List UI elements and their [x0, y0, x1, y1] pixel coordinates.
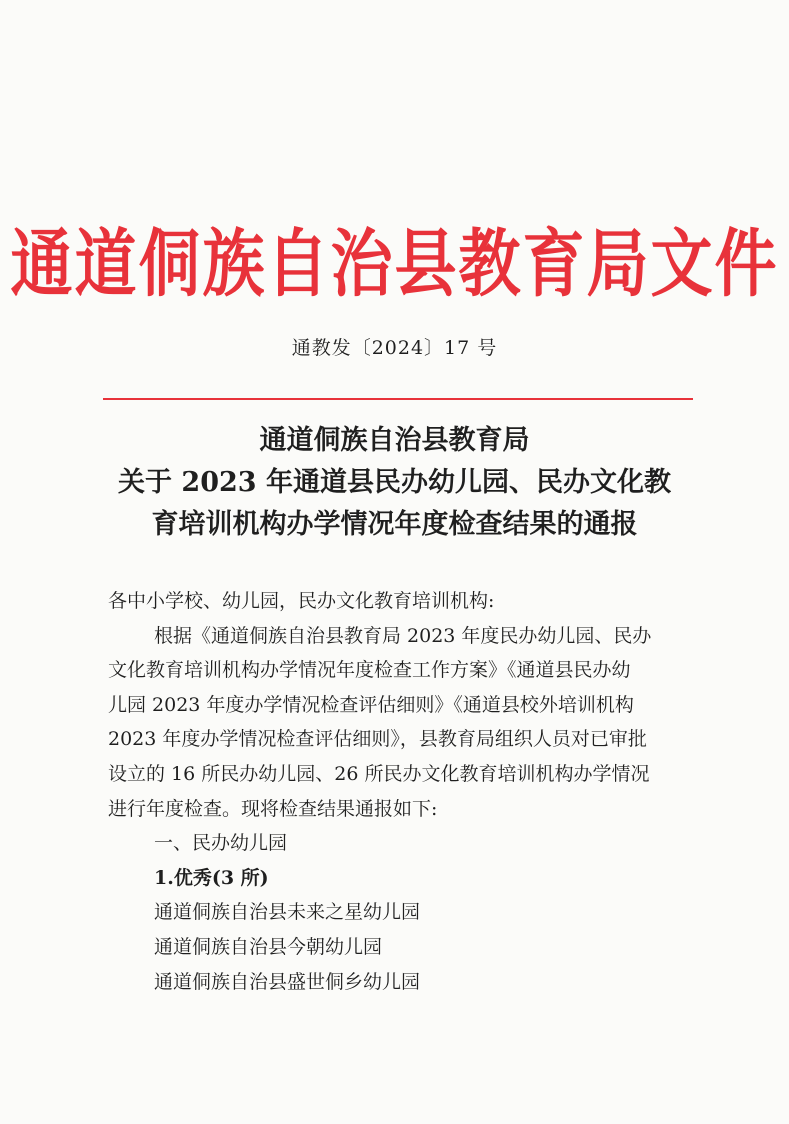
section-heading: 一、民办幼儿园 — [154, 832, 288, 855]
paragraph-line: 儿园 2023 年度办学情况检查评估细则》《通道县校外培训机构 — [108, 693, 634, 716]
report-title — [0, 420, 789, 546]
paragraph-line: 进行年度检查。现将检查结果通报如下: — [108, 797, 438, 820]
issuer-banner: 通道侗族自治县教育局文件 — [10, 220, 779, 307]
list-item: 通道侗族自治县盛世侗乡幼儿园 — [154, 970, 421, 993]
list-item: 通道侗族自治县今朝幼儿园 — [154, 935, 383, 958]
salutation: 各中小学校、幼儿园，民办文化教育培训机构: — [108, 590, 495, 612]
report-title-line: 育培训机构办学情况年度检查结果的通报 — [151, 509, 638, 540]
paragraph-line: 根据《通道侗族自治县教育局 2023 年度民办幼儿园、民办 — [154, 624, 652, 647]
list-item: 通道侗族自治县未来之星幼儿园 — [154, 901, 421, 924]
report-title-line: 关于 2023 年通道县民办幼儿园、民办文化教 — [118, 467, 671, 498]
report-title-line: 通道侗族自治县教育局 — [259, 425, 530, 456]
red-separator-line — [103, 398, 693, 400]
subsection-heading: 1.优秀(3 所) — [154, 866, 269, 889]
paragraph-line: 设立的 16 所民办幼儿园、26 所民办文化教育培训机构办学情况 — [108, 762, 650, 785]
paragraph-line: 2023 年度办学情况检查评估细则》，县教育局组织人员对已审批 — [108, 728, 647, 751]
document-number: 通教发〔2024〕17 号 — [291, 337, 498, 359]
paragraph-line: 文化教育培训机构办学情况年度检查工作方案》《通道县民办幼 — [108, 659, 631, 682]
document-body — [108, 584, 708, 999]
